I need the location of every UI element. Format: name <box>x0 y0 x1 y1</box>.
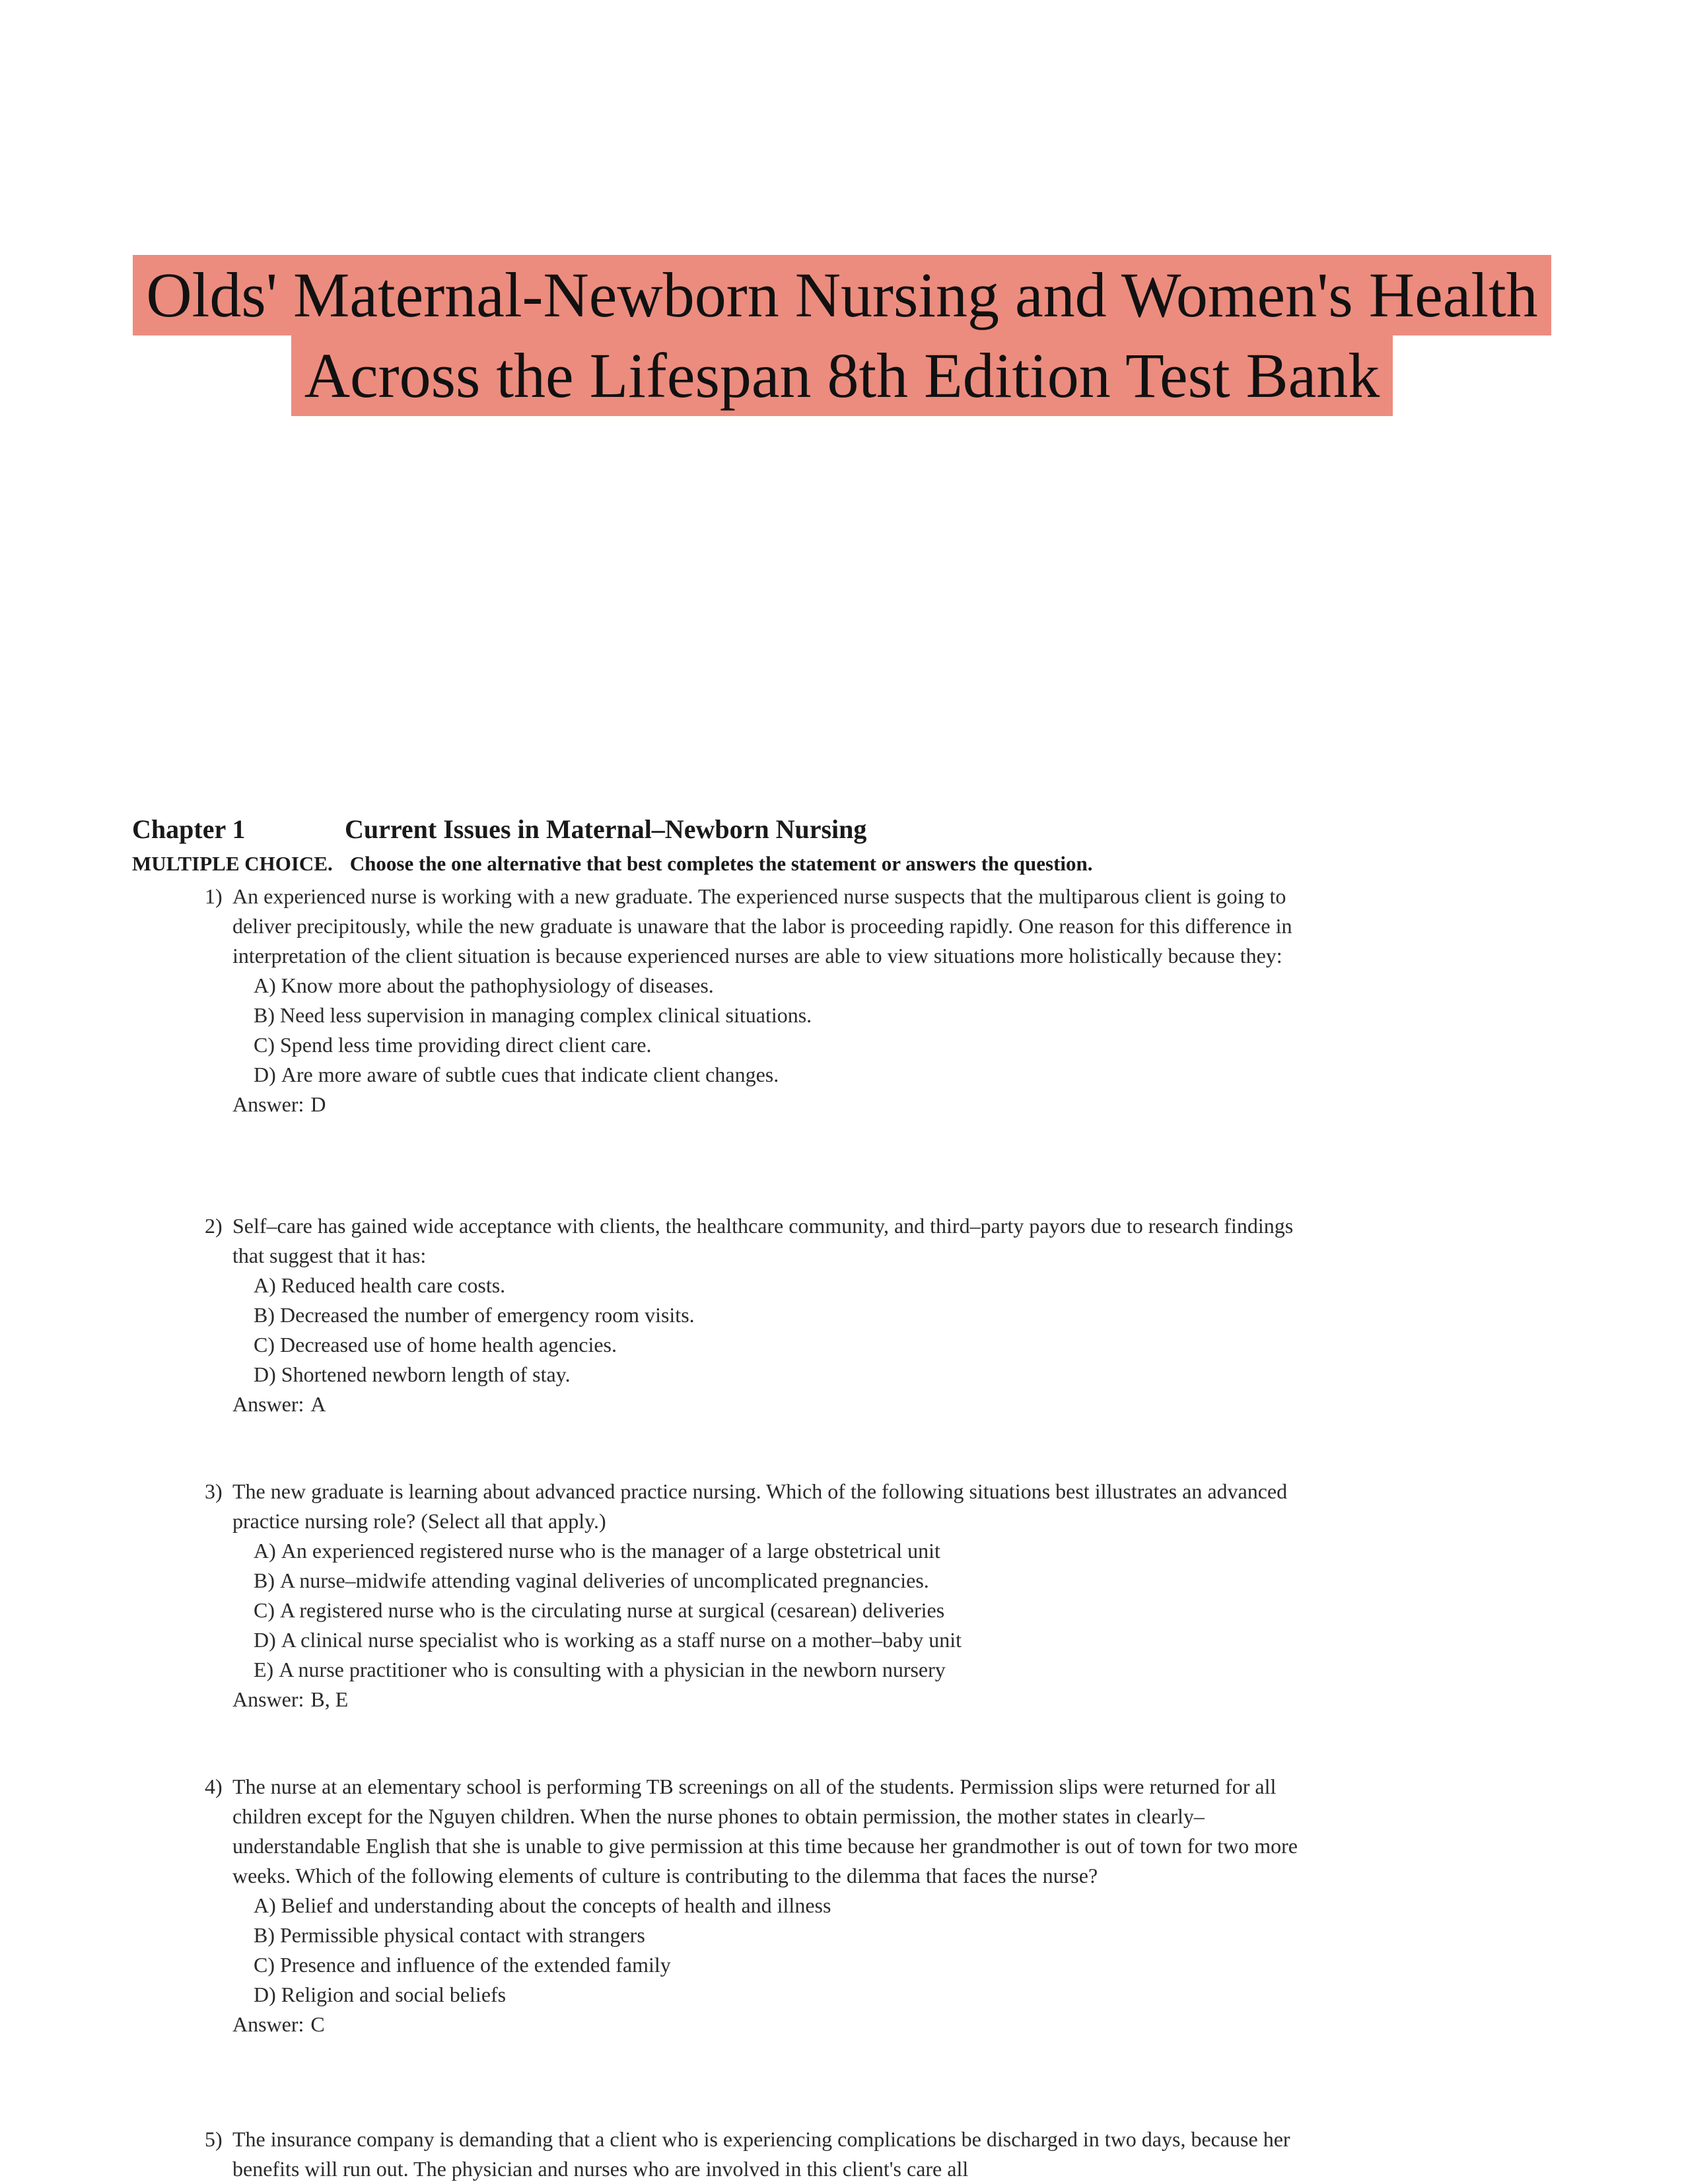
option-b <box>205 1001 1327 1030</box>
question-1 <box>205 882 1327 1119</box>
option-letter: B) <box>254 1003 275 1027</box>
answer-line <box>205 1685 1327 1714</box>
answer-line <box>205 1090 1327 1119</box>
option-letter: A) <box>254 973 276 997</box>
option-text: A registered nurse who is the circulating nurse at surgical (cesarean) deliveries <box>280 1598 945 1622</box>
option-text: Shortened newborn length of stay. <box>281 1362 571 1386</box>
option-text: A clinical nurse specialist who is working as a staff nurse on a mother–baby unit <box>281 1628 962 1652</box>
option-a <box>205 1271 1327 1300</box>
option-text: Presence and influence of the extended family <box>280 1953 671 1977</box>
option-list <box>205 1891 1327 2010</box>
option-b <box>205 1920 1327 1950</box>
option-a <box>205 1536 1327 1566</box>
title-line-1: Olds' Maternal-Newborn Nursing and Women's Health <box>133 255 1551 335</box>
option-letter: B) <box>254 1568 275 1592</box>
question-text: The insurance company is demanding that a client who is experiencing complications be discharged in two days, because her benefits will run out. The physician and nurses who are involved in this client's care all <box>232 2127 1290 2181</box>
answer-label: Answer: <box>232 2012 304 2036</box>
question-stem <box>205 2125 1327 2184</box>
question-4 <box>205 1772 1327 2039</box>
question-text: The nurse at an elementary school is performing TB screenings on all of the students. Permission slips were returned for all children except for the Nguyen children. When the nurse phones to obtain permission, the mother states in clearly–understandable English that she is unable to give permission at this time because her grandmother is out of town for two more weeks. Which of the following elements of culture is contributing to the dilemma that faces the nurse? <box>232 1775 1298 1887</box>
section-type: MULTIPLE CHOICE. <box>132 852 333 875</box>
option-text: Belief and understanding about the concepts of health and illness <box>281 1893 831 1917</box>
answer-value: B, E <box>310 1687 349 1711</box>
option-list <box>205 971 1327 1090</box>
question-5 <box>205 2125 1327 2184</box>
option-b <box>205 1300 1327 1330</box>
option-d <box>205 1980 1327 2010</box>
option-text: Decreased use of home health agencies. <box>280 1333 617 1356</box>
option-letter: C) <box>254 1333 275 1356</box>
chapter-header <box>132 814 866 845</box>
option-letter: C) <box>254 1598 275 1622</box>
option-letter: D) <box>254 1063 276 1086</box>
option-list <box>205 1536 1327 1685</box>
chapter-name: Current Issues in Maternal–Newborn Nursing <box>345 814 867 844</box>
option-c <box>205 1030 1327 1060</box>
option-b <box>205 1566 1327 1596</box>
instructions-text: Choose the one alternative that best completes the statement or answers the question. <box>349 852 1093 875</box>
question-number: 4) <box>205 1775 223 1798</box>
option-d <box>205 1360 1327 1390</box>
option-text: Need less supervision in managing complex clinical situations. <box>280 1003 812 1027</box>
answer-line <box>205 1390 1327 1419</box>
option-letter: A) <box>254 1893 276 1917</box>
option-letter: A) <box>254 1539 276 1563</box>
option-text: Permissible physical contact with strangers <box>280 1923 645 1947</box>
answer-value: C <box>310 2012 325 2036</box>
question-2 <box>205 1211 1327 1419</box>
answer-label: Answer: <box>232 1392 304 1416</box>
option-text: A nurse–midwife attending vaginal deliveries of uncomplicated pregnancies. <box>280 1568 929 1592</box>
question-number: 2) <box>205 1214 223 1238</box>
question-stem <box>205 1477 1327 1536</box>
question-3 <box>205 1477 1327 1714</box>
answer-label: Answer: <box>232 1687 304 1711</box>
option-text: Are more aware of subtle cues that indicate client changes. <box>281 1063 779 1086</box>
option-text: An experienced registered nurse who is the manager of a large obstetrical unit <box>281 1539 940 1563</box>
section-instructions <box>132 852 1093 876</box>
question-number: 1) <box>205 884 223 908</box>
question-text: Self–care has gained wide acceptance with clients, the healthcare community, and third–party payors due to research findings that suggest that it has: <box>232 1214 1294 1267</box>
answer-line <box>205 2010 1327 2039</box>
option-letter: D) <box>254 1362 276 1386</box>
option-d <box>205 1060 1327 1090</box>
option-a <box>205 971 1327 1001</box>
answer-value: D <box>310 1092 326 1116</box>
option-text: Religion and social beliefs <box>281 1983 507 2006</box>
option-list <box>205 1271 1327 1390</box>
question-stem <box>205 1211 1327 1271</box>
question-number: 3) <box>205 1479 223 1503</box>
document-title <box>0 255 1684 416</box>
question-stem <box>205 1772 1327 1891</box>
option-letter: C) <box>254 1953 275 1977</box>
option-letter: B) <box>254 1303 275 1327</box>
option-text: A nurse practitioner who is consulting with a physician in the newborn nursery <box>279 1658 946 1681</box>
question-text: An experienced nurse is working with a new graduate. The experienced nurse suspects that the multiparous client is going to deliver precipitously, while the new graduate is unaware that the labor is proceeding rapidly. One reason for this difference in interpretation of the client situation is because experienced nurses are able to view situations more holistically because they: <box>232 884 1292 968</box>
option-letter: A) <box>254 1273 276 1297</box>
option-text: Spend less time providing direct client care. <box>280 1033 652 1057</box>
option-letter: D) <box>254 1983 276 2006</box>
answer-value: A <box>310 1392 326 1416</box>
option-letter: D) <box>254 1628 276 1652</box>
option-text: Reduced health care costs. <box>281 1273 506 1297</box>
title-line-2: Across the Lifespan 8th Edition Test Bank <box>291 335 1393 416</box>
option-d <box>205 1625 1327 1655</box>
option-text: Know more about the pathophysiology of diseases. <box>281 973 714 997</box>
question-text: The new graduate is learning about advanced practice nursing. Which of the following situations best illustrates an advanced practice nursing role? (Select all that apply.) <box>232 1479 1288 1533</box>
option-c <box>205 1950 1327 1980</box>
option-letter: B) <box>254 1923 275 1947</box>
answer-label: Answer: <box>232 1092 304 1116</box>
option-e <box>205 1655 1327 1685</box>
chapter-number: Chapter 1 <box>132 814 246 844</box>
question-number: 5) <box>205 2127 223 2151</box>
option-letter: C) <box>254 1033 275 1057</box>
option-c <box>205 1330 1327 1360</box>
option-letter: E) <box>254 1658 274 1681</box>
option-a <box>205 1891 1327 1920</box>
option-c <box>205 1596 1327 1625</box>
option-text: Decreased the number of emergency room visits. <box>280 1303 695 1327</box>
question-stem <box>205 882 1327 971</box>
